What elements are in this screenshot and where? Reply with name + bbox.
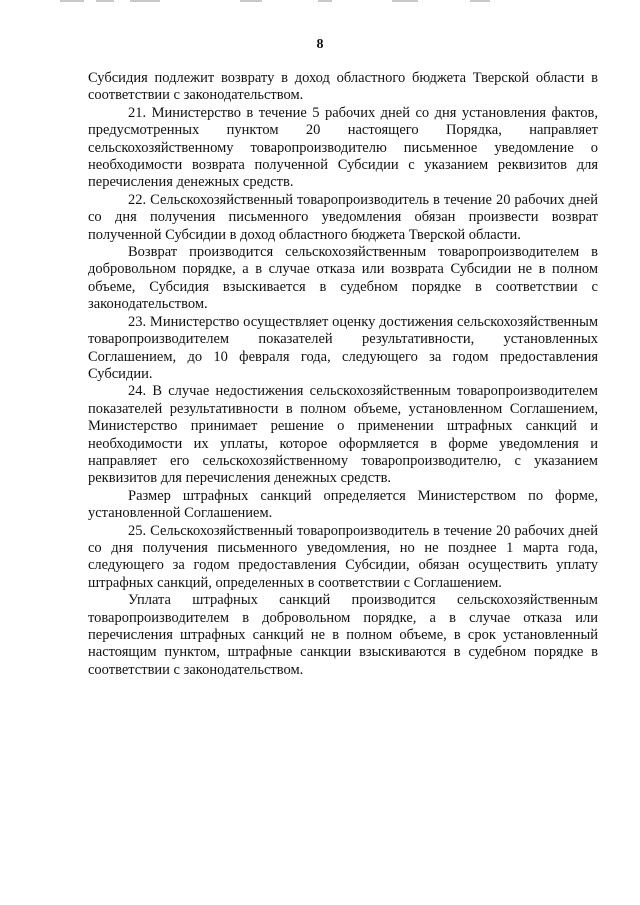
scan-edge-marks (0, 0, 640, 3)
paragraph-25-penalty-payment: Уплата штрафных санкций производится сельскохозяйственным товаропроизводителем в добровольном порядке, а в случае отказа или перечисления штрафных санкций не в полном объеме, в срок установленный настоящим пунктом, штрафные санкции взыскиваются в судебном порядке в соответствии с законодательством. (88, 592, 598, 678)
page-number: 8 (316, 37, 324, 52)
paragraph-24-penalty-size: Размер штрафных санкций определяется Министерством по форме, установленной Соглашением. (88, 487, 598, 522)
paragraph-21: 21. Министерство в течение 5 рабочих дней со дня установления фактов, предусмотренных пунктом 20 настоящего Порядка, направляет сельскохозяйственному товаропроизводителю письменное уведомление о необходимости возврата полученной Субсидии с указанием реквизитов для перечисления денежных средств. (88, 104, 598, 191)
paragraph-25: 25. Сельскохозяйственный товаропроизводитель в течение 20 рабочих дней со дня получения письменного уведомления, но не позднее 1 марта года, следующего за годом предоставления Субсидии, обязан осуществить уплату штрафных санкций, определенных в соответствии с Соглашением. (88, 522, 598, 591)
document-body (88, 70, 598, 679)
paragraph-subsidy-return: Субсидия подлежит возврату в доход областного бюджета Тверской области в соответствии с законодательством. (88, 70, 598, 104)
paragraph-22-return: Возврат производится сельскохозяйственным товаропроизводителем в добровольном порядке, а в случае отказа или возврата Субсидии не в полном объеме, Субсидия взыскивается в судебном порядке в соответствии с законодательством. (88, 244, 598, 313)
paragraph-24: 24. В случае недостижения сельскохозяйственным товаропроизводителем показателей результативности в полном объеме, установленном Соглашением, Министерство принимает решение о применении штрафных санкций и необходимости их уплаты, которое оформляется в форме уведомления и направляет его сельскохозяйственному товаропроизводителю, с указанием реквизитов для перечисления денежных средств. (88, 383, 598, 487)
paragraph-23: 23. Министерство осуществляет оценку достижения сельскохозяйственным товаропроизводителем показателей результативности, установленных Соглашением, до 10 февраля года, следующего за годом предоставления Субсидии. (88, 313, 598, 382)
paragraph-22: 22. Сельскохозяйственный товаропроизводитель в течение 20 рабочих дней со дня получения письменного уведомления обязан произвести возврат полученной Субсидии в доход областного бюджета Тверской области. (88, 191, 598, 243)
